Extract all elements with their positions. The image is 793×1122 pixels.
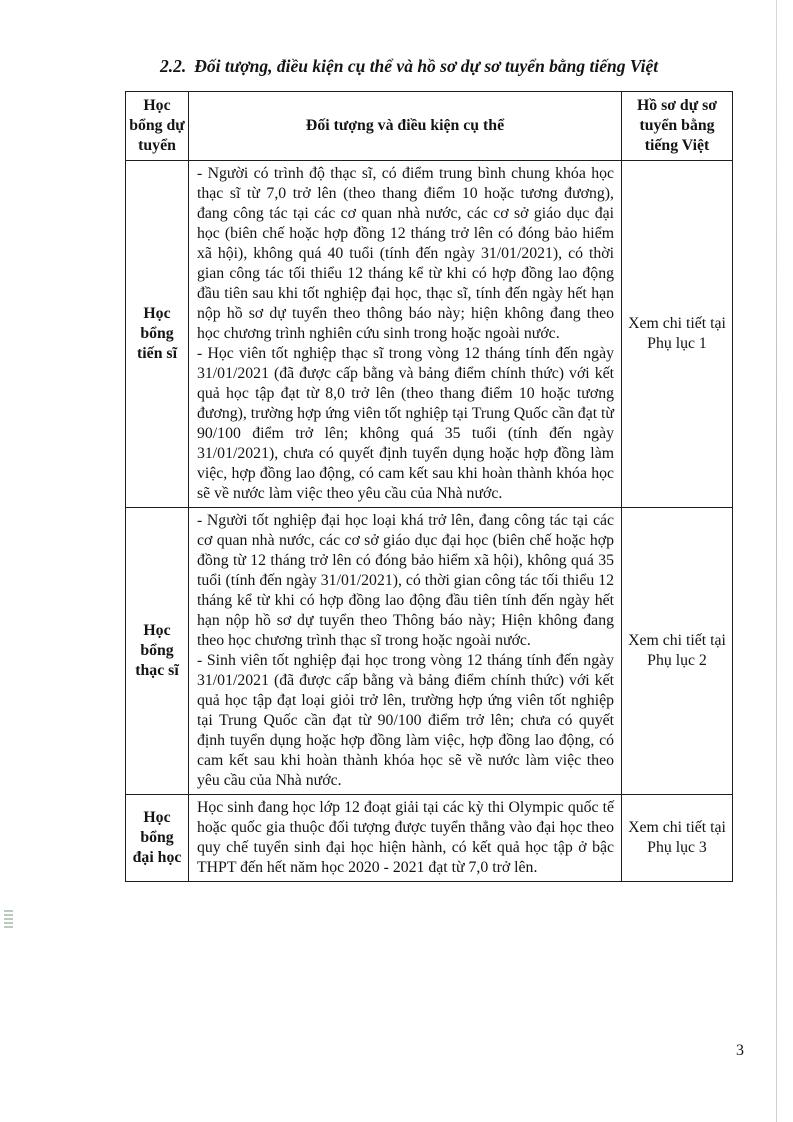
scholarship-name-doctoral: Học bổng tiến sĩ: [126, 161, 189, 508]
header-scholarship: Học bổng dự tuyển: [126, 92, 189, 161]
table-row: [126, 508, 733, 795]
table-row: [126, 795, 733, 882]
scholarship-criteria-table: [125, 91, 733, 882]
dossier-ref-doctoral: Xem chi tiết tại Phụ lục 1: [622, 161, 733, 508]
page-number: 3: [736, 1042, 744, 1059]
criteria-cell-master: [189, 508, 622, 795]
criteria-item: - Học viên tốt nghiệp thạc sĩ trong vòng 12 tháng tính đến ngày 31/01/2021 (đã được cấp bằng và bảng điểm chính thức) với kết quả học tập đạt từ 8,0 trở lên (theo thang điểm 10 hoặc tương đương), trường hợp ứng viên tốt nghiệp tại Trung Quốc cần đạt từ 90/100 điểm trở lên; không quá 35 tuổi (tính đến ngày 31/01/2021), chưa có quyết định tuyển dụng hoặc hợp đồng làm việc, hợp đồng lao động, có cam kết sau khi hoàn thành khóa học sẽ về nước làm việc theo yêu cầu của Nhà nước.: [197, 345, 614, 502]
page-edge: [776, 0, 777, 1122]
section-title: Đối tượng, điều kiện cụ thể và hồ sơ dự sơ tuyển bằng tiếng Việt: [194, 56, 659, 76]
criteria-item: - Người có trình độ thạc sĩ, có điểm trung bình chung khóa học thạc sĩ từ 7,0 trở lên (theo thang điểm 10 hoặc tương đương), đang công tác tại các cơ quan nhà nước, các cơ sở giáo dục đại học (biên chế hoặc hợp đồng 12 tháng trở lên có đóng bảo hiểm xã hội), không quá 40 tuổi (tính đến ngày 31/01/2021), có thời gian công tác tối thiểu 12 tháng kể từ khi có hợp đồng lao động đầu tiên sau khi tốt nghiệp đại học, thạc sĩ, tính đến ngày hết hạn nộp hồ sơ dự tuyển theo thông báo này; hiện không đang theo học chương trình nghiên cứu sinh trong hoặc ngoài nước.: [197, 165, 614, 342]
dossier-ref-undergraduate: Xem chi tiết tại Phụ lục 3: [622, 795, 733, 882]
section-heading: [160, 56, 720, 77]
header-criteria: Đối tượng và điều kiện cụ thể: [189, 92, 622, 161]
criteria-item: Học sinh đang học lớp 12 đoạt giải tại các kỳ thi Olympic quốc tế hoặc quốc gia thuộc đối tượng được tuyển thẳng vào đại học theo quy chế tuyển sinh đại học hiện hành, có kết quả học tập ở bậc THPT đến hết năm học 2020 - 2021 đạt từ 7,0 trở lên.: [197, 799, 614, 876]
section-number: 2.2.: [160, 56, 187, 76]
dossier-ref-master: Xem chi tiết tại Phụ lục 2: [622, 508, 733, 795]
scholarship-name-undergraduate: Học bổng đại học: [126, 795, 189, 882]
table-row: [126, 161, 733, 508]
scan-mark: [4, 910, 13, 928]
criteria-item: - Người tốt nghiệp đại học loại khá trở lên, đang công tác tại các cơ quan nhà nước, các cơ sở giáo dục đại học (biên chế hoặc hợp đồng từ 12 tháng trở lên có đóng bảo hiểm xã hội), không quá 35 tuổi (tính đến ngày 31/01/2021), có thời gian công tác tối thiểu 12 tháng kể từ khi có hợp đồng lao động đầu tiên tính đến ngày hết hạn nộp hồ sơ dự tuyển theo Thông báo này; Hiện không đang theo học chương trình thạc sĩ trong hoặc ngoài nước.: [197, 512, 614, 649]
header-dossier: Hồ sơ dự sơ tuyển bằng tiếng Việt: [622, 92, 733, 161]
criteria-cell-undergraduate: [189, 795, 622, 882]
criteria-cell-doctoral: [189, 161, 622, 508]
criteria-item: - Sinh viên tốt nghiệp đại học trong vòng 12 tháng tính đến ngày 31/01/2021 (đã được cấp bằng và bảng điểm chính thức) với kết quả học tập đạt loại giỏi trở lên, trường hợp ứng viên tốt nghiệp tại Trung Quốc cần đạt từ 90/100 điểm trở lên; chưa có quyết định tuyển dụng hoặc hợp đồng làm việc, hợp đồng lao động, có cam kết sau khi hoàn thành khóa học sẽ về nước làm việc theo yêu cầu của Nhà nước.: [197, 652, 614, 789]
table-header-row: [126, 92, 733, 161]
scholarship-name-master: Học bổng thạc sĩ: [126, 508, 189, 795]
